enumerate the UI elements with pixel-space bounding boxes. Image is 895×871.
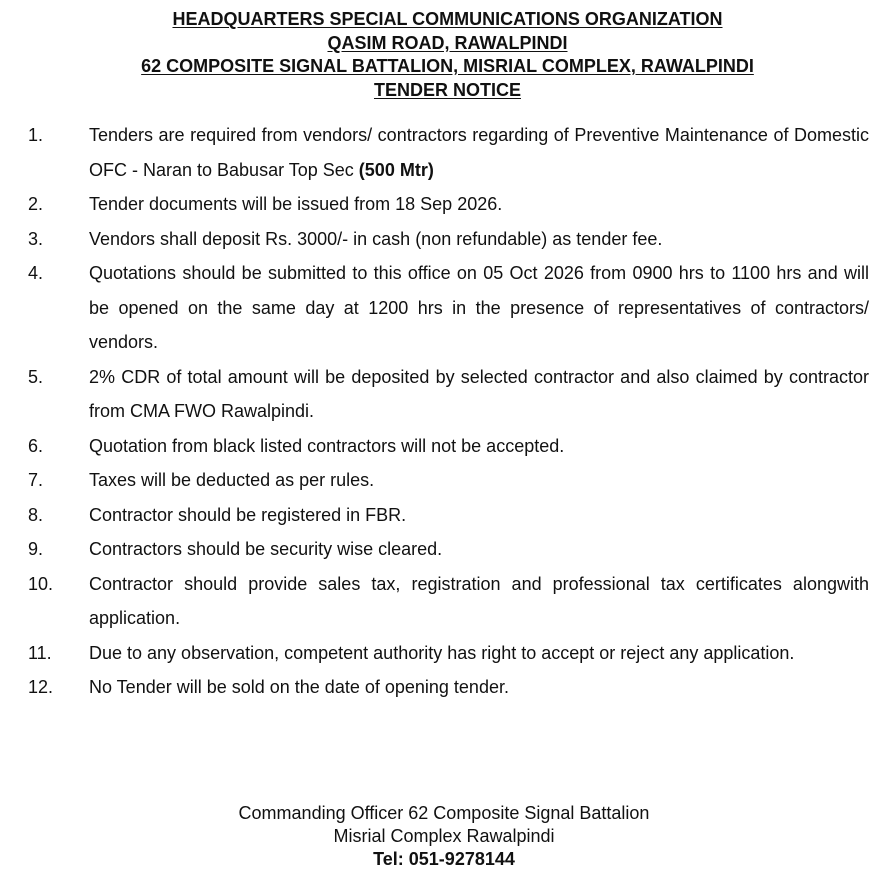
item-text-body: Tenders are required from vendors/ contractors regarding of Preventive Maintenance of Domestic OFC - Naran to Babusar Top Sec (89, 125, 869, 180)
list-item (0, 636, 895, 671)
tender-items-list (0, 118, 895, 705)
item-number: 12. (28, 677, 54, 697)
header-battalion: 62 COMPOSITE SIGNAL BATTALION, MISRIAL COMPLEX, RAWALPINDI (141, 56, 754, 76)
list-item (0, 498, 895, 533)
item-text: Due to any observation, competent authority has right to accept or reject any application. (89, 642, 795, 663)
item-text: No Tender will be sold on the date of opening tender. (89, 677, 509, 697)
list-item (0, 567, 895, 636)
item-text: Quotations should be submitted to this office on 05 Oct 2026 from 0900 hrs to 1100 hrs and will be opened on the same day at 1200 hrs in the presence of representatives of contractors/ vendors. (89, 263, 869, 352)
footer-telephone: Tel: 051-9278144 (373, 849, 515, 869)
footer-officer: Commanding Officer 62 Composite Signal Battalion (238, 803, 650, 823)
footer-location: Misrial Complex Rawalpindi (333, 826, 555, 846)
list-item (0, 222, 895, 257)
item-text: Quotation from black listed contractors will not be accepted. (89, 435, 565, 456)
list-item (0, 360, 895, 429)
item-text: Taxes will be deducted as per rules. (89, 470, 375, 490)
list-item (0, 670, 895, 705)
item-text: 2% CDR of total amount will be deposited by selected contractor and also claimed by contractor from CMA FWO Rawalpindi. (89, 366, 869, 421)
list-item (0, 118, 895, 187)
item-number: 8. (28, 504, 44, 525)
item-text: Tender documents will be issued from 18 Sep 2026. (89, 194, 503, 214)
list-item (0, 429, 895, 464)
header-organization: HEADQUARTERS SPECIAL COMMUNICATIONS ORGANIZATION (172, 9, 723, 29)
item-number: 3. (28, 228, 44, 249)
header-address: QASIM ROAD, RAWALPINDI (327, 32, 568, 53)
item-text-bold: (500 Mtr) (358, 159, 434, 180)
item-text: Contractor should provide sales tax, registration and professional tax certificates alongwith application. (89, 573, 869, 628)
item-number: 5. (28, 366, 44, 387)
item-number: 10. (28, 573, 54, 594)
list-item (0, 256, 895, 360)
item-number: 9. (28, 539, 44, 559)
notice-header (0, 8, 895, 102)
list-item (0, 187, 895, 222)
item-text: Contractor should be registered in FBR. (89, 504, 407, 525)
notice-footer (0, 802, 888, 871)
list-item (0, 463, 895, 498)
item-text: Contractors should be security wise cleared. (89, 539, 443, 559)
item-text (89, 118, 869, 187)
header-title: TENDER NOTICE (373, 79, 521, 100)
item-number: 4. (28, 263, 44, 283)
item-number: 1. (28, 125, 44, 145)
item-number: 7. (28, 470, 44, 490)
item-number: 11. (28, 642, 52, 663)
list-item (0, 532, 895, 567)
item-number: 2. (28, 194, 44, 214)
item-text: Vendors shall deposit Rs. 3000/- in cash (non refundable) as tender fee. (89, 228, 663, 249)
item-number: 6. (28, 435, 44, 456)
